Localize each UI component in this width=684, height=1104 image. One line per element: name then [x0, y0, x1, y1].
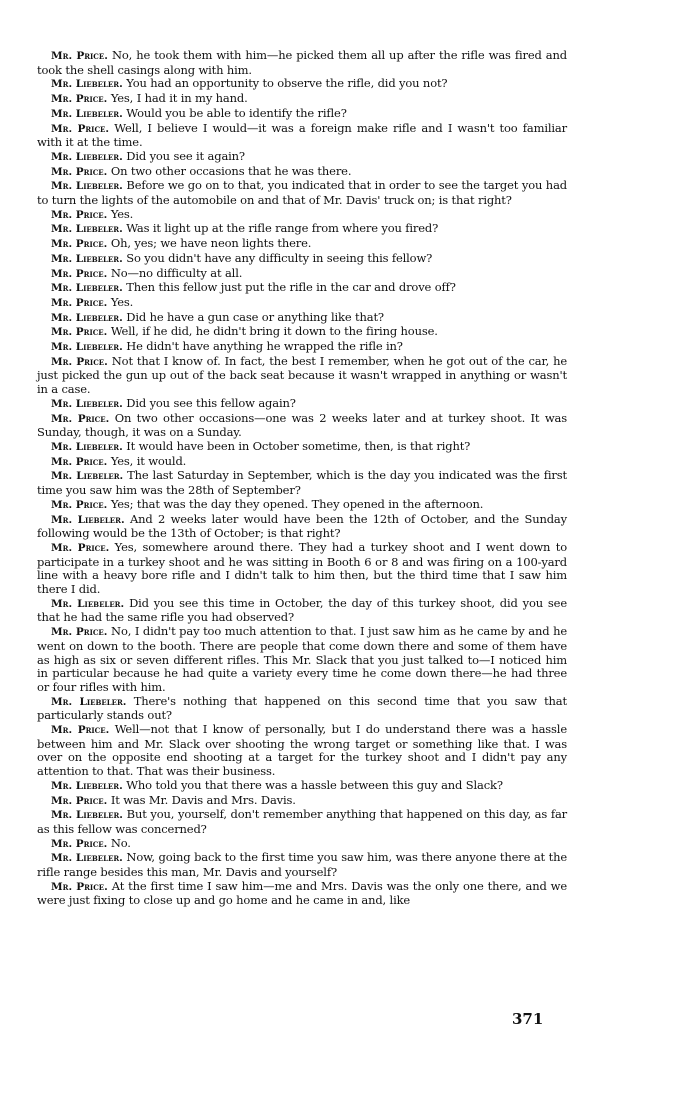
testimony-paragraph — [37, 340, 567, 355]
speaker-name: Mr. Liebeler. — [51, 252, 123, 265]
testimony-paragraph — [37, 469, 567, 497]
speaker-name: Mr. Liebeler. — [51, 852, 123, 865]
speaker-name: Mr. Price. — [51, 267, 108, 280]
testimony-paragraph — [37, 779, 567, 794]
speaker-name: Mr. Price. — [51, 208, 108, 221]
testimony-paragraph — [37, 498, 567, 513]
utterance-text: He didn't have anything he wrapped the rifle in? — [126, 339, 403, 354]
utterance-text: No—no difficulty at all. — [110, 265, 243, 280]
speaker-name: Mr. Liebeler. — [51, 695, 127, 708]
utterance-text: Oh, yes; we have neon lights there. — [110, 236, 312, 251]
testimony-paragraph — [37, 397, 567, 412]
utterance-text: Did you see this fellow again? — [126, 395, 296, 410]
testimony-paragraph — [37, 281, 567, 296]
utterance-text: At the first time I saw him—me and Mrs. Davis was the only one there, and we were just fixing to close up and go home and he came in and, like — [37, 878, 567, 908]
testimony-paragraph — [37, 252, 567, 267]
utterance-text: But you, yourself, don't remember anything that happened on this day, as far as this fellow was concerned? — [37, 807, 568, 836]
speaker-name: Mr. Price. — [51, 498, 108, 511]
utterance-text: Was it light up at the rifle range from where you fired? — [126, 221, 439, 236]
testimony-transcript — [37, 49, 567, 908]
page-number: 371 — [512, 1010, 544, 1028]
utterance-text: Then this fellow just put the rifle in the car and drove off? — [126, 280, 456, 295]
testimony-paragraph — [37, 541, 567, 597]
speaker-name: Mr. Price. — [51, 93, 108, 106]
utterance-text: Before we go on to that, you indicated that in order to see the target you had to turn the lights of the automobile on and that of Mr. Davis' truck on; is that right? — [37, 178, 567, 208]
utterance-text: No, I didn't pay too much attention to that. I just saw him as he came by and he went on down to the booth. There are people that come down there and some of them have as high as six or seven different rifles. This Mr. Slack that you just talked to—I noticed him in particular because he had quite a variety every time he come down there—he had three or four rifles with him. — [37, 624, 567, 694]
speaker-name: Mr. Price. — [51, 724, 110, 737]
speaker-name: Mr. Price. — [51, 626, 108, 639]
speaker-name: Mr. Liebeler. — [51, 341, 123, 354]
testimony-paragraph — [37, 851, 567, 879]
testimony-paragraph — [37, 513, 567, 541]
utterance-text: So you didn't have any difficulty in seeing this fellow? — [126, 250, 433, 265]
testimony-paragraph — [37, 880, 567, 908]
speaker-name: Mr. Price. — [51, 296, 108, 309]
speaker-name: Mr. Price. — [51, 326, 108, 339]
testimony-paragraph — [37, 355, 567, 397]
utterance-text: Well—not that I know of personally, but I do understand there was a hassle between him and Mr. Slack over shooting the wrong target or something like that. I was over on the opposite end shooting at a target for the turkey shoot and I didn't pay any attention to that. That was their business. — [37, 722, 567, 779]
utterance-text: Who told you that there was a hassle between this guy and Slack? — [126, 777, 503, 792]
speaker-name: Mr. Liebeler. — [51, 779, 123, 792]
speaker-name: Mr. Price. — [51, 412, 110, 425]
speaker-name: Mr. Liebeler. — [51, 282, 123, 295]
speaker-name: Mr. Liebeler. — [51, 597, 125, 610]
speaker-name: Mr. Price. — [51, 355, 108, 368]
speaker-name: Mr. Liebeler. — [51, 150, 123, 163]
speaker-name: Mr. Liebeler. — [51, 809, 123, 822]
speaker-name: Mr. Price. — [51, 50, 108, 62]
utterance-text: Well, if he did, he didn't bring it down to the firing house. — [110, 324, 438, 339]
testimony-paragraph — [37, 150, 567, 165]
utterance-text: The last Saturday in September, which is the day you indicated was the first time you saw him was the 28th of September? — [37, 468, 567, 498]
testimony-paragraph — [37, 237, 567, 252]
speaker-name: Mr. Price. — [51, 122, 110, 135]
testimony-paragraph — [37, 625, 567, 695]
testimony-paragraph — [37, 49, 567, 77]
utterance-text: Yes, I had it in my hand. — [110, 91, 248, 106]
utterance-text: Did you see this time in October, the day of this turkey shoot, did you see that he had the same rifle you had observed? — [37, 595, 567, 625]
utterance-text: Yes; that was the day they opened. They opened in the afternoon. — [110, 496, 484, 511]
speaker-name: Mr. Price. — [51, 880, 108, 893]
testimony-paragraph — [37, 794, 567, 809]
testimony-paragraph — [37, 412, 567, 440]
testimony-paragraph — [37, 165, 567, 180]
speaker-name: Mr. Liebeler. — [51, 78, 123, 91]
speaker-name: Mr. Liebeler. — [51, 440, 123, 453]
utterance-text: On two other occasions—one was 2 weeks later and at turkey shoot. It was Sunday, though, it was on a Sunday. — [37, 410, 567, 440]
testimony-paragraph — [37, 808, 567, 836]
utterance-text: No. — [110, 835, 131, 850]
utterance-text: Did he have a gun case or anything like that? — [126, 309, 384, 324]
utterance-text: On two other occasions that he was there. — [110, 163, 352, 178]
testimony-paragraph — [37, 455, 567, 470]
testimony-paragraph — [37, 440, 567, 455]
speaker-name: Mr. Price. — [51, 165, 108, 178]
testimony-paragraph — [37, 695, 567, 723]
testimony-paragraph — [37, 296, 567, 311]
testimony-paragraph — [37, 267, 567, 282]
speaker-name: Mr. Price. — [51, 455, 108, 468]
speaker-name: Mr. Price. — [51, 541, 110, 554]
utterance-text: Yes, somewhere around there. They had a turkey shoot and I went down to participate in a turkey shoot and he was sitting in Booth 6 or 8 and was firing on a 100-yard line with a heavy bore rifle and I didn't talk to him then, but the third time that I saw him there I did. — [37, 539, 567, 597]
speaker-name: Mr. Price. — [51, 238, 108, 251]
speaker-name: Mr. Liebeler. — [51, 107, 123, 120]
utterance-text: Yes, it would. — [110, 453, 187, 468]
utterance-text: There's nothing that happened on this second time that you saw that particularly stands out? — [37, 693, 567, 723]
transcript-page — [37, 49, 567, 908]
testimony-paragraph — [37, 179, 567, 207]
testimony-paragraph — [37, 311, 567, 326]
speaker-name: Mr. Liebeler. — [51, 311, 123, 324]
speaker-name: Mr. Liebeler. — [51, 180, 123, 193]
testimony-paragraph — [37, 222, 567, 237]
testimony-paragraph — [37, 77, 567, 92]
speaker-name: Mr. Liebeler. — [51, 513, 125, 526]
testimony-paragraph — [37, 122, 567, 150]
speaker-name: Mr. Price. — [51, 837, 108, 850]
utterance-text: You had an opportunity to observe the rifle, did you not? — [126, 76, 448, 91]
utterance-text: Not that I know of. In fact, the best I remember, when he got out of the car, he just picked the gun up out of the back seat because it wasn't wrapped in anything or wasn't in a case. — [37, 353, 567, 397]
testimony-paragraph — [37, 92, 567, 107]
utterance-text: And 2 weeks later would have been the 12th of October, and the Sunday following would be the 13th of October; is that right? — [37, 511, 567, 541]
utterance-text: Yes. — [110, 206, 134, 221]
utterance-text: Did you see it again? — [126, 148, 245, 163]
utterance-text: No, he took them with him—he picked them all up after the rifle was fired and took the shell casings along with him. — [37, 48, 567, 77]
testimony-paragraph — [37, 597, 567, 625]
speaker-name: Mr. Price. — [51, 794, 108, 807]
utterance-text: Yes. — [110, 294, 134, 309]
speaker-name: Mr. Liebeler. — [51, 223, 123, 236]
utterance-text: Now, going back to the first time you saw him, was there anyone there at the rifle range besides this man, Mr. Davis and yourself? — [37, 850, 567, 880]
utterance-text: It would have been in October sometime, then, is that right? — [126, 438, 471, 453]
testimony-paragraph — [37, 107, 567, 122]
testimony-paragraph — [37, 325, 567, 340]
utterance-text: It was Mr. Davis and Mrs. Davis. — [110, 792, 296, 807]
testimony-paragraph — [37, 723, 567, 779]
speaker-name: Mr. Liebeler. — [51, 470, 124, 483]
testimony-paragraph — [37, 208, 567, 223]
utterance-text: Would you be able to identify the rifle? — [126, 105, 347, 120]
speaker-name: Mr. Liebeler. — [51, 397, 123, 410]
utterance-text: Well, I believe I would—it was a foreign make rifle and I wasn't too familiar with it at the time. — [37, 120, 567, 150]
testimony-paragraph — [37, 837, 567, 852]
